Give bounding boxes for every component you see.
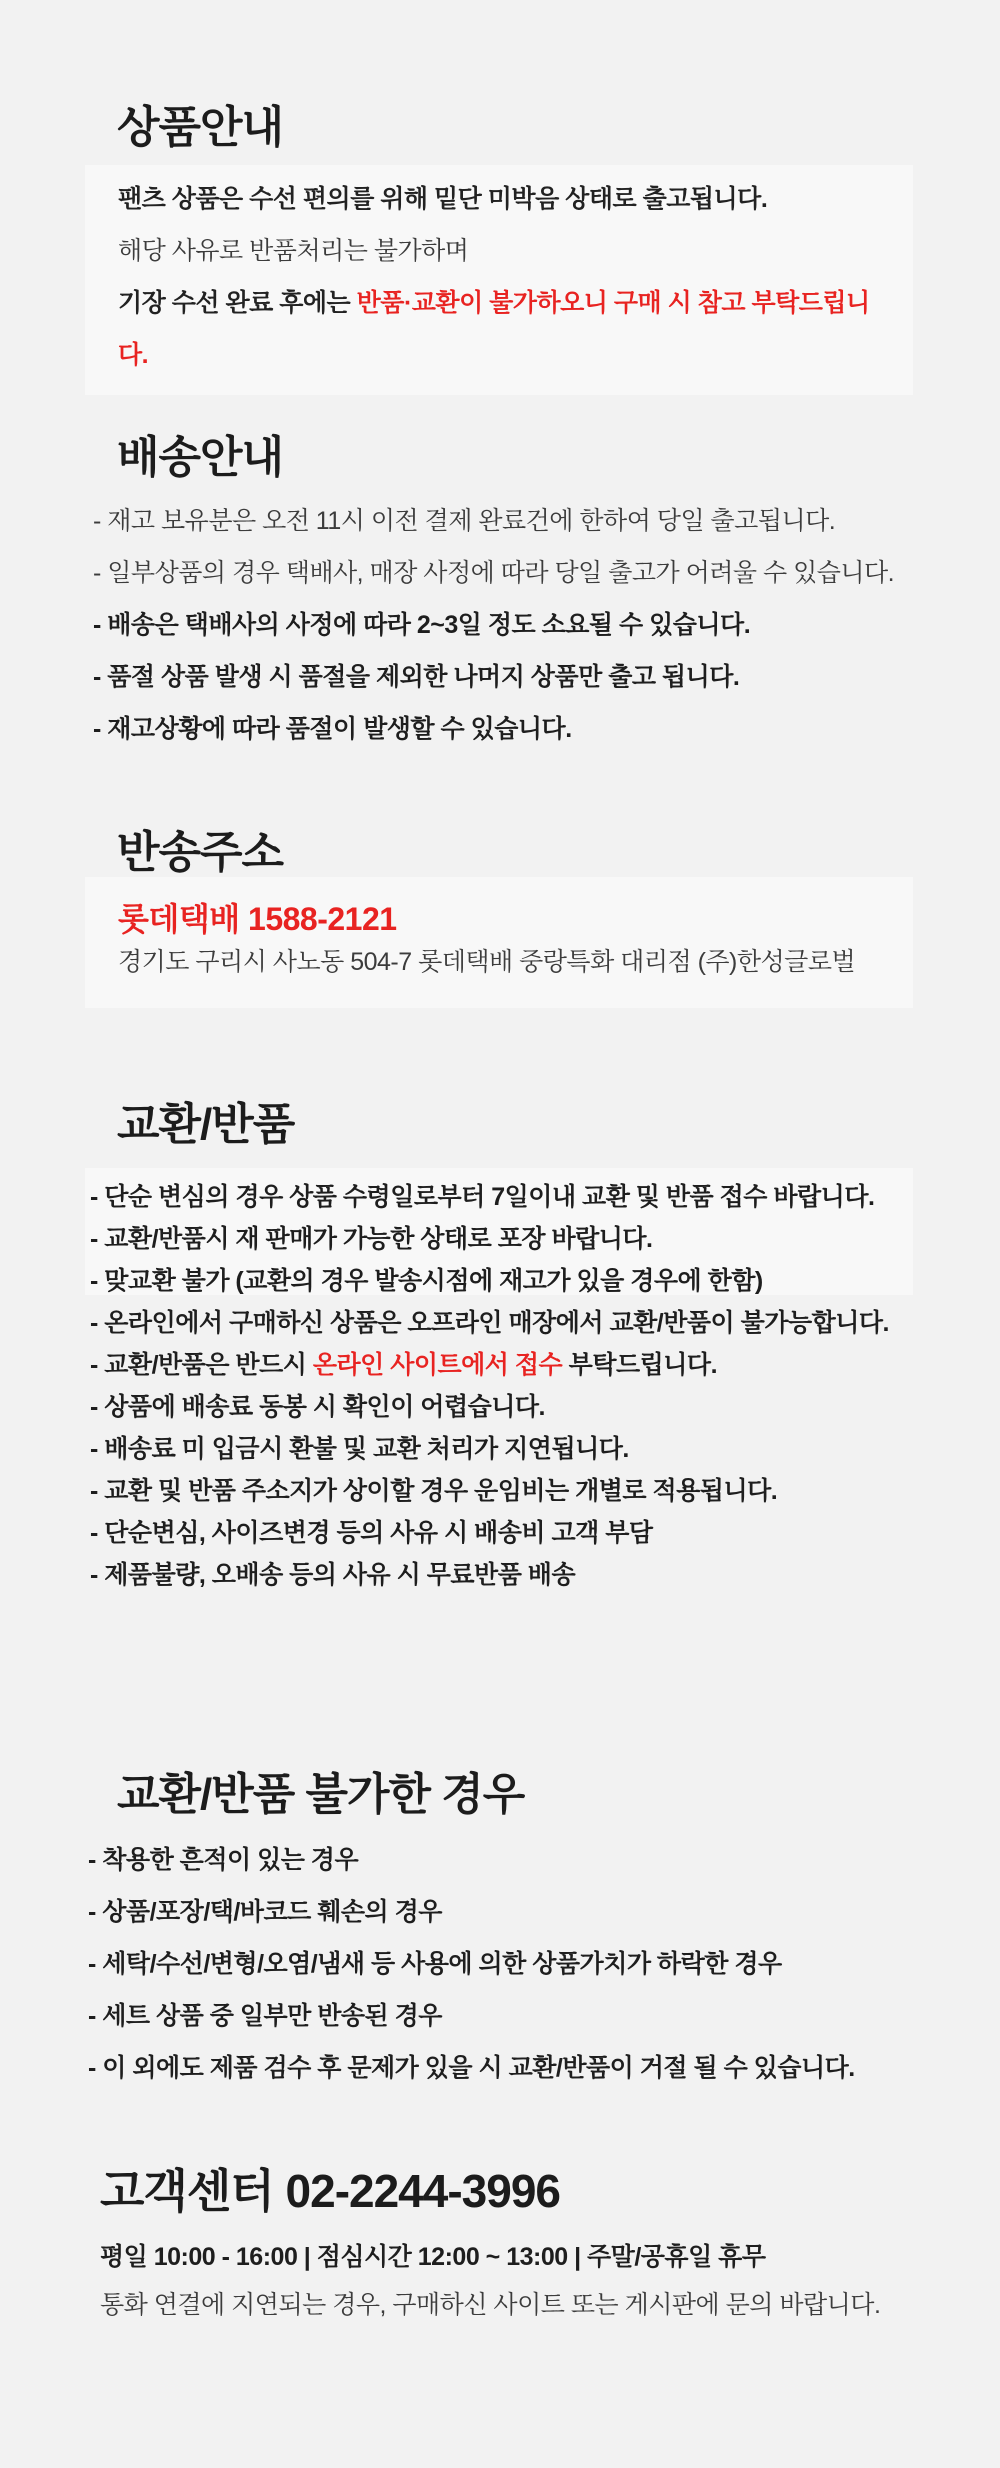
exchange-denied-title: 교환/반품 불가한 경우	[117, 1770, 525, 1819]
product-info-title: 상품안내	[117, 103, 284, 152]
product-info-panel	[85, 165, 913, 395]
list-item: - 이 외에도 제품 검수 후 문제가 있을 시 교환/반품이 거절 될 수 있습니다.	[88, 2054, 855, 2082]
product-info-line2: 해당 사유로 반품처리는 불가하며	[118, 237, 469, 265]
list-item: - 세트 상품 중 일부만 반송된 경우	[88, 2002, 442, 2030]
list-item: - 교환/반품시 재 판매가 가능한 상태로 포장 바랍니다.	[90, 1225, 653, 1253]
list-item: - 품절 상품 발생 시 품절을 제외한 나머지 상품만 출고 됩니다.	[93, 663, 740, 691]
section-exchange-denied	[0, 1771, 1000, 2094]
return-address-title: 반송주소	[117, 828, 284, 877]
customer-center-hours: 평일 10:00 - 16:00 | 점심시간 12:00 ~ 13:00 | 주말/공휴일 휴무	[100, 2243, 766, 2271]
list-item: - 맞교환 불가 (교환의 경우 발송시점에 재고가 있을 경우에 한함)	[90, 1267, 763, 1295]
shipping-info-list	[93, 495, 1000, 755]
exchange-denied-list	[88, 1834, 1000, 2094]
product-info-line1: 팬츠 상품은 수선 편의를 위해 밑단 미박음 상태로 출고됩니다.	[118, 185, 768, 213]
highlight-item-red: 온라인 사이트에서 접수	[312, 1351, 563, 1379]
list-item: - 교환 및 반품 주소지가 상이할 경우 운임비는 개별로 적용됩니다.	[90, 1477, 778, 1505]
customer-center-title-phone: 고객센터 02-2244-3996	[100, 2165, 560, 2217]
product-info-line3	[118, 277, 880, 381]
product-info-line3-red-warning: 반품·교환이 불가하오니 구매 시 참고 부탁드립니다.	[118, 289, 870, 369]
list-item: - 배송료 미 입금시 환불 및 교환 처리가 지연됩니다.	[90, 1435, 629, 1463]
customer-center-note: 통화 연결에 지연되는 경우, 구매하신 사이트 또는 게시판에 문의 바랍니다.	[100, 2291, 881, 2319]
return-address-text: 경기도 구리시 사노동 504-7 롯데택배 중랑특화 대리점 (주)한성글로벌	[118, 948, 856, 976]
list-item: - 일부상품의 경우 택배사, 매장 사정에 따라 당일 출고가 어려울 수 있습니다.	[93, 559, 895, 587]
list-item: - 재고 보유분은 오전 11시 이전 결제 완료건에 한하여 당일 출고됩니다.	[93, 507, 836, 535]
list-item: - 단순 변심의 경우 상품 수령일로부터 7일이내 교환 및 반품 접수 바랍니다.	[90, 1183, 875, 1211]
list-item: - 단순변심, 사이즈변경 등의 사유 시 배송비 고객 부담	[90, 1519, 653, 1547]
carrier-phone-number: 롯데택배 1588-2121	[118, 901, 397, 937]
list-item: - 착용한 흔적이 있는 경우	[88, 1846, 359, 1874]
product-info-line3-black: 기장 수선 완료 후에는	[118, 289, 357, 317]
exchange-return-title: 교환/반품	[117, 1100, 295, 1149]
section-customer-center	[0, 2166, 1000, 2326]
exchange-return-list	[90, 1176, 1000, 1596]
list-item: - 배송은 택배사의 사정에 따라 2~3일 정도 소요될 수 있습니다.	[93, 611, 751, 639]
section-product-info	[0, 104, 1000, 395]
highlight-item-post: 부탁드립니다.	[562, 1351, 718, 1379]
list-item: - 제품불량, 오배송 등의 사유 시 무료반품 배송	[90, 1561, 576, 1589]
section-shipping-info	[0, 434, 1000, 755]
list-item: - 상품에 배송료 동봉 시 확인이 어렵습니다.	[90, 1393, 545, 1421]
list-item-online-receipt	[90, 1344, 1000, 1386]
list-item: - 재고상황에 따라 품절이 발생할 수 있습니다.	[93, 715, 572, 743]
list-item: - 세탁/수선/변형/오염/냄새 등 사용에 의한 상품가치가 하락한 경우	[88, 1950, 782, 1978]
highlight-item-pre: - 교환/반품은 반드시	[90, 1351, 313, 1379]
return-address-panel	[85, 877, 913, 1008]
list-item: - 온라인에서 구매하신 상품은 오프라인 매장에서 교환/반품이 불가능합니다.	[90, 1309, 889, 1337]
shipping-info-title: 배송안내	[117, 433, 284, 482]
list-item: - 상품/포장/택/바코드 훼손의 경우	[88, 1898, 442, 1926]
section-exchange-return	[0, 1101, 1000, 1596]
section-return-address	[0, 830, 1000, 1008]
